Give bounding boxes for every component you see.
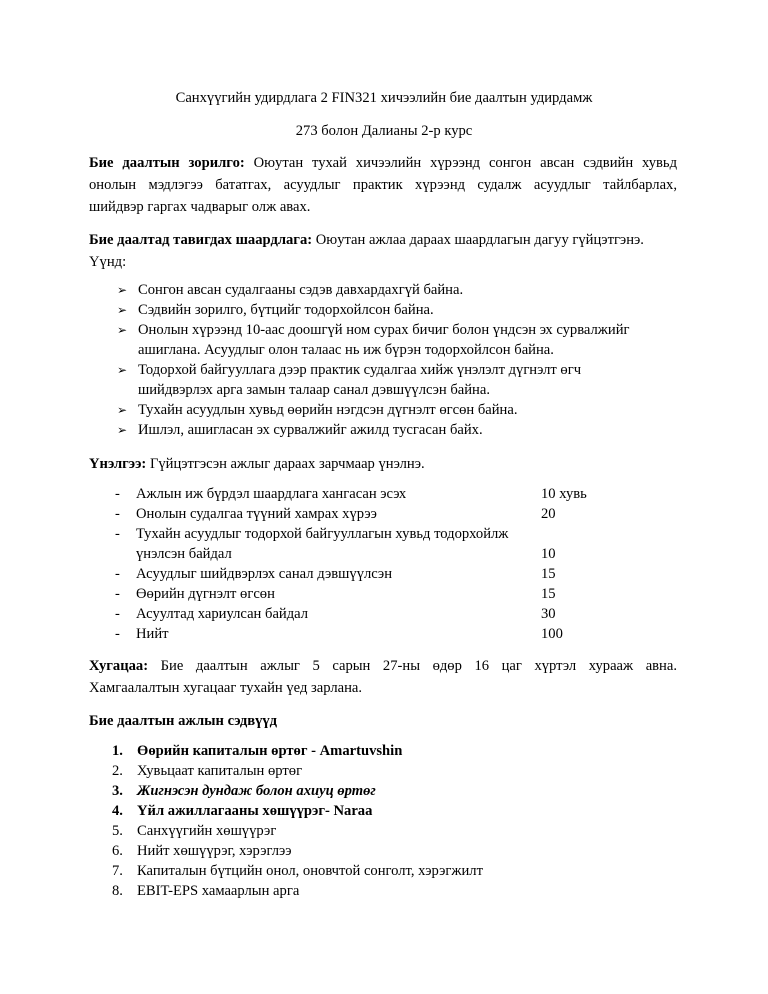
deadline-line-1: Бие даалтын ажлыг 5 сарын 27-ны өдөр 16 цаг хүртэл хурааж авна. (160, 658, 677, 674)
requirements-line-1: Оюутан ажлаа дараах шаардлагын дагуу гүйцэтгэнэ. (315, 232, 644, 248)
requirements-label: Бие даалтад тавигдах шаардлага: (89, 232, 313, 248)
grading-text: Гүйцэтгэсэн ажлыг дараах зарчмаар үнэлнэ. (149, 456, 425, 472)
arrow-bullet-icon: ➢ (117, 403, 128, 417)
requirement-item: ➢ Сэдвийн зорилго, бүтцийг тодорхойлсон байна. (117, 302, 434, 318)
grading-label: Үнэлгээ: (89, 456, 147, 472)
deadline-label: Хугацаа: (89, 658, 149, 674)
grading-row: - Онолын судалгаа түүний хамрах хүрээ 20 (115, 506, 556, 522)
goal-label: Бие даалтын зорилго: (89, 155, 245, 171)
grading-row: - Асуултад хариулсан байдал 30 (115, 606, 556, 622)
arrow-bullet-icon: ➢ (117, 423, 128, 437)
requirements-line-2: Үүнд: (89, 254, 127, 270)
requirement-item: ➢ Сонгон авсан судалгааны сэдэв давхардахгүй байна. (117, 282, 464, 298)
requirement-item: ➢ Тодорхой байгууллага дээр практик судалгаа хийж үнэлэлт дүгнэлт өгч шийдвэрлэх арга замын талаар санал дэвшүүлсэн байна. (117, 362, 582, 398)
requirement-item: ➢ Тухайн асуудлын хувьд өөрийн нэгдсэн дүгнэлт өгсөн байна. (117, 402, 518, 418)
arrow-bullet-icon: ➢ (117, 283, 128, 297)
goal-line-1: Оюутан тухай хичээлийн хүрээнд сонгон авсан сэдвийн хувьд (253, 155, 677, 171)
grading-row: - Асуудлыг шийдвэрлэх санал дэвшүүлсэн 15 (115, 566, 556, 582)
arrow-bullet-icon: ➢ (117, 363, 128, 377)
goal-line-3: шийдвэр гаргах чадварыг олж авах. (89, 199, 311, 215)
grading-row: - Тухайн асуудлыг тодорхой байгууллагын хувьд тодорхойлж (115, 526, 509, 542)
grading-paragraph (89, 453, 677, 475)
deadline-line-2: Хамгаалалтын хугацааг тухайн үед зарлана. (89, 680, 363, 696)
grading-row: - Ажлын иж бүрдэл шаардлага хангасан эсэх 10 хувь (115, 486, 587, 502)
document-page: Санхүүгийн удирдлага 2 FIN321 хичээлийн бие даалтын удирдамж 273 болон Далианы 2-р курс Бие даалтын зорилго: Оюутан тухай хичээлийн хүрээнд сонгон авсан сэдвийн хувьд онолын мэдлэгээ бататгах, асуудлыг практик хүрээнд судалж асуудлыг тайлбарлах, шийдвэр гаргах чадварыг олж авах. Бие даалтад тавигдах шаардлага: Оюутан ажлаа дараах шаардлагын дагуу гүйцэтгэнэ. Үүнд: ➢ Сонгон авсан судалгааны сэдэв давхардахгүй байна. ➢ Сэдвийн зорилго, бүтцийг тодорхойлсон байна. ➢ Онолын хүрээнд 10-аас доошгүй ном сурах бичиг болон үндсэн эх сурвалжийг ашиглана. Асуудлыг олон талаас нь иж бүрэн тодорхойлсон байна. ➢ Тодорхой байгууллага дээр практик судалгаа хийж үнэлэлт дүгнэлт өгч шийдвэрлэх арга замын талаар санал дэвшүүлсэн байна. ➢ Тухайн асуудлын хувьд өөрийн нэгдсэн дүгнэлт өгсөн байна. ➢ Ишлэл, ашигласан эх сурвалжийг ажилд тусгасан байх. Үнэлгээ: Гүйцэтгэсэн ажлыг дараах зарчмаар үнэлнэ. - Ажлын иж бүрдэл шаардлага хангасан эсэх 10 хувь - Онолын судалгаа түүний хамрах хүрээ 20 - Тухайн асуудлыг тодорхой байгууллагын хувьд тодорхойлж үнэлсэн байдал 10 - Асуудлыг шийдвэрлэх санал дэвшүүлсэн 15 - Өөрийн дүгнэлт өгсөн 15 - Асуултад хариулсан байдал 30 - Нийт 100 Хугацаа: Бие даалтын ажлыг 5 сарын 27-ны өдөр 16 цаг хүртэл хурааж авна. Хамгаалалтын хугацааг тухайн үед зарлана. Бие даалтын ажлын сэдвүүд 1. Өөрийн капиталын өртөг - Amartuvshin 2. Хувьцаат капиталын өртөг 3. Жигнэсэн дундаж болон ахиуц өртөг 4. Үйл ажиллагааны хөшүүрэг- Naraa 5. Санхүүгийн хөшүүрэг 6. Нийт хөшүүрэг, хэрэглээ 7. Капиталын бүтцийн онол, оновчтой сонголт, хэрэгжилт 8. EBIT-EPS хамаарлын арга (0, 0, 768, 994)
goal-paragraph (89, 152, 677, 218)
requirement-item: ➢ Ишлэл, ашигласан эх сурвалжийг ажилд тусгасан байх. (117, 422, 483, 438)
requirements-paragraph (89, 229, 677, 273)
arrow-bullet-icon: ➢ (117, 323, 128, 337)
document-subtitle: 273 болон Далианы 2-р курс (295, 123, 473, 139)
deadline-paragraph (89, 655, 677, 699)
grading-row: - Өөрийн дүгнэлт өгсөн 15 (115, 586, 556, 602)
topics-heading: Бие даалтын ажлын сэдвүүд (89, 713, 278, 729)
document-title: Санхүүгийн удирдлага 2 FIN321 хичээлийн бие даалтын удирдамж (175, 90, 593, 106)
goal-line-2: онолын мэдлэгээ бататгах, асуудлыг практик хүрээнд судалж асуудлыг тайлбарлах, (89, 177, 677, 193)
requirement-item: ➢ Онолын хүрээнд 10-аас доошгүй ном сурах бичиг болон үндсэн эх сурвалжийг ашиглана. Асуудлыг олон талаас нь иж бүрэн тодорхойлсон байна. (117, 322, 630, 358)
grading-row: үнэлсэн байдал 10 (136, 546, 556, 562)
grading-row: - Нийт 100 (115, 626, 563, 642)
arrow-bullet-icon: ➢ (117, 303, 128, 317)
